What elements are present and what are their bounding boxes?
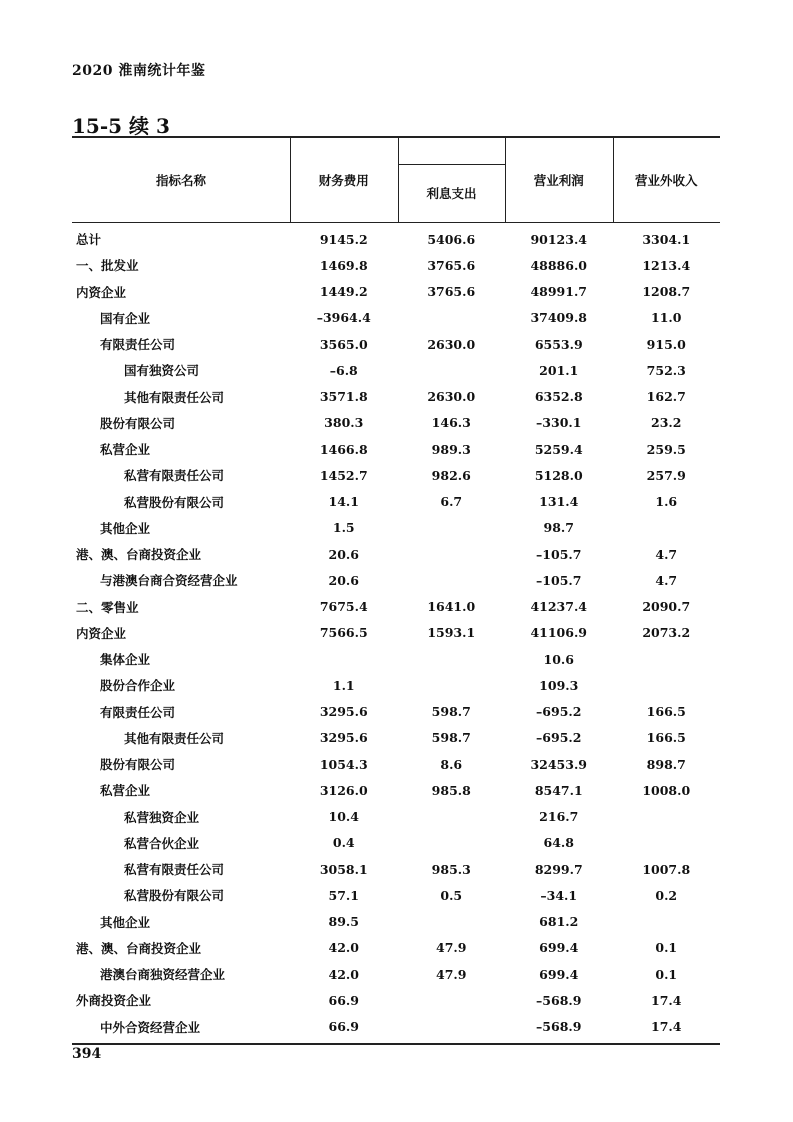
row-label: 股份合作企业 [100, 678, 176, 694]
financial-expense-cell: 7566.5 [319, 625, 368, 641]
row-label: 与港澳台商合资经营企业 [100, 573, 238, 589]
financial-expense-cell: 20.6 [328, 546, 359, 562]
table-row [72, 279, 720, 305]
header-financial-expense: 财务费用 [318, 173, 369, 188]
non-operating-income-cell: 2090.7 [642, 599, 691, 615]
table-row [72, 672, 720, 698]
operating-profit-cell: 681.2 [539, 914, 579, 930]
interest-expense-cell: 6.7 [440, 494, 463, 510]
operating-profit-cell: 699.4 [539, 966, 579, 982]
non-operating-income-cell: 1208.7 [642, 284, 691, 300]
row-label: 私营企业 [100, 442, 151, 458]
non-operating-income-cell: 0.2 [655, 887, 678, 903]
financial-expense-cell: 0.4 [332, 835, 355, 851]
operating-profit-cell: 6553.9 [534, 336, 583, 352]
interest-expense-cell: 5406.6 [427, 231, 476, 247]
operating-profit-cell: –105.7 [536, 572, 582, 588]
table-row [72, 594, 720, 620]
financial-expense-cell: 1.1 [332, 677, 355, 693]
financial-expense-cell: 1.5 [332, 520, 355, 536]
non-operating-income-cell: 162.7 [646, 389, 686, 405]
operating-profit-cell: 131.4 [539, 494, 579, 510]
operating-profit-cell: 699.4 [539, 940, 579, 956]
interest-expense-cell: 2630.0 [427, 389, 476, 405]
non-operating-income-cell: 1.6 [655, 494, 678, 510]
operating-profit-cell: 41106.9 [530, 625, 588, 641]
non-operating-income-cell: 915.0 [646, 336, 686, 352]
table-row [72, 384, 720, 410]
row-label: 私营企业 [100, 783, 151, 799]
financial-expense-cell: 42.0 [328, 940, 359, 956]
non-operating-income-cell: 23.2 [651, 415, 682, 431]
interest-expense-cell: 47.9 [436, 940, 467, 956]
non-operating-income-cell: 1008.0 [642, 782, 691, 798]
operating-profit-cell: 64.8 [543, 835, 574, 851]
table-row [72, 646, 720, 672]
financial-expense-cell: 380.3 [324, 415, 364, 431]
operating-profit-cell: 37409.8 [530, 310, 588, 326]
operating-profit-cell: 48886.0 [530, 257, 588, 273]
statistics-table [72, 136, 720, 1045]
financial-expense-cell: 1466.8 [319, 441, 368, 457]
row-label: 内资企业 [76, 284, 127, 300]
operating-profit-cell: –330.1 [536, 415, 582, 431]
row-label: 总计 [76, 232, 102, 248]
interest-expense-cell: 989.3 [431, 441, 471, 457]
non-operating-income-cell: 257.9 [646, 467, 686, 483]
financial-expense-cell: 1449.2 [319, 284, 368, 300]
header-indicator: 指标名称 [155, 173, 206, 188]
table-row [72, 804, 720, 830]
row-label: 其他企业 [100, 520, 151, 536]
operating-profit-cell: 6352.8 [534, 389, 583, 405]
operating-profit-cell: 109.3 [539, 677, 579, 693]
operating-profit-cell: 5259.4 [534, 441, 583, 457]
table-row [72, 541, 720, 567]
financial-expense-cell: –6.8 [329, 362, 358, 378]
non-operating-income-cell: 166.5 [646, 704, 686, 720]
row-label: 私营有限责任公司 [124, 862, 225, 878]
interest-expense-cell: 985.8 [431, 782, 471, 798]
row-label: 外商投资企业 [76, 993, 152, 1009]
header-interest-expense: 利息支出 [426, 186, 477, 201]
non-operating-income-cell: 2073.2 [642, 625, 691, 641]
non-operating-income-cell: 4.7 [655, 572, 678, 588]
row-label: 其他有限责任公司 [124, 389, 225, 405]
financial-expense-cell: 89.5 [328, 914, 359, 930]
row-label: 其他企业 [100, 914, 151, 930]
table-row [72, 987, 720, 1013]
interest-expense-cell: 3765.6 [427, 284, 476, 300]
operating-profit-cell: –568.9 [536, 1019, 582, 1035]
table-row [72, 305, 720, 331]
non-operating-income-cell: 1213.4 [642, 257, 691, 273]
operating-profit-cell: 201.1 [539, 362, 579, 378]
financial-expense-cell: 3295.6 [319, 730, 368, 746]
table-row [72, 725, 720, 751]
row-label: 股份有限公司 [100, 757, 176, 773]
operating-profit-cell: 10.6 [543, 651, 574, 667]
table-row [72, 1014, 720, 1040]
table-row [72, 410, 720, 436]
financial-expense-cell: 7675.4 [319, 599, 368, 615]
interest-expense-cell: 1641.0 [427, 599, 476, 615]
table-title: 15-5 续 3 [72, 114, 170, 138]
non-operating-income-cell: 0.1 [655, 966, 678, 982]
row-label: 中外合资经营企业 [100, 1019, 201, 1035]
row-label: 私营独资企业 [124, 809, 200, 825]
table-row [72, 699, 720, 725]
operating-profit-cell: 8299.7 [534, 861, 583, 877]
row-label: 国有企业 [100, 310, 151, 326]
table-row [72, 357, 720, 383]
non-operating-income-cell: 166.5 [646, 730, 686, 746]
financial-expense-cell: –3964.4 [316, 310, 371, 326]
financial-expense-cell: 3295.6 [319, 704, 368, 720]
table-row [72, 515, 720, 541]
non-operating-income-cell: 898.7 [646, 756, 686, 772]
table-row [72, 620, 720, 646]
row-label: 有限责任公司 [100, 337, 176, 353]
interest-expense-cell: 598.7 [431, 704, 471, 720]
table-row [72, 226, 720, 252]
operating-profit-cell: 32453.9 [530, 756, 588, 772]
financial-expense-cell: 10.4 [328, 809, 359, 825]
interest-expense-cell: 8.6 [440, 756, 463, 772]
interest-expense-cell: 0.5 [440, 887, 463, 903]
table-header [72, 138, 720, 223]
financial-expense-cell: 42.0 [328, 966, 359, 982]
table-row [72, 909, 720, 935]
row-label: 有限责任公司 [100, 704, 176, 720]
non-operating-income-cell: 17.4 [651, 1019, 682, 1035]
non-operating-income-cell: 0.1 [655, 940, 678, 956]
financial-expense-cell: 57.1 [328, 887, 359, 903]
financial-expense-cell: 1452.7 [319, 467, 368, 483]
operating-profit-cell: 41237.4 [530, 599, 588, 615]
interest-expense-cell: 146.3 [431, 415, 471, 431]
financial-expense-cell: 66.9 [328, 1019, 359, 1035]
operating-profit-cell: 90123.4 [530, 231, 588, 247]
operating-profit-cell: –105.7 [536, 546, 582, 562]
row-label: 港、澳、台商投资企业 [76, 547, 202, 563]
running-head: 2020 淮南统计年鉴 [72, 63, 206, 79]
non-operating-income-cell: 11.0 [651, 310, 682, 326]
financial-expense-cell: 3058.1 [319, 861, 368, 877]
financial-expense-cell: 20.6 [328, 572, 359, 588]
interest-expense-cell: 982.6 [431, 467, 471, 483]
non-operating-income-cell: 259.5 [646, 441, 686, 457]
operating-profit-cell: 216.7 [539, 809, 579, 825]
non-operating-income-cell: 17.4 [651, 992, 682, 1008]
financial-expense-cell: 1469.8 [319, 257, 368, 273]
non-operating-income-cell: 1007.8 [642, 861, 691, 877]
table-row [72, 252, 720, 278]
non-operating-income-cell: 3304.1 [642, 231, 691, 247]
financial-expense-cell: 1054.3 [319, 756, 368, 772]
financial-expense-cell: 9145.2 [319, 231, 368, 247]
page-number: 394 [72, 1046, 102, 1062]
table-row [72, 751, 720, 777]
row-label: 二、零售业 [76, 599, 139, 615]
operating-profit-cell: –568.9 [536, 992, 582, 1008]
interest-expense-cell: 598.7 [431, 730, 471, 746]
table-row [72, 961, 720, 987]
interest-expense-cell: 3765.6 [427, 257, 476, 273]
financial-expense-cell: 3565.0 [319, 336, 368, 352]
header-non-operating-income: 营业外收入 [634, 173, 698, 188]
table-row [72, 935, 720, 961]
financial-expense-cell: 3571.8 [319, 389, 368, 405]
interest-expense-cell: 1593.1 [427, 625, 476, 641]
row-label: 股份有限公司 [100, 415, 176, 431]
table-body [72, 223, 720, 1043]
row-label: 一、批发业 [76, 258, 139, 274]
row-label: 私营有限责任公司 [124, 468, 225, 484]
row-label: 私营股份有限公司 [124, 494, 225, 510]
row-label: 集体企业 [100, 652, 151, 668]
table-row [72, 436, 720, 462]
row-label: 私营股份有限公司 [124, 888, 225, 904]
table-row [72, 882, 720, 908]
row-label: 港、澳、台商投资企业 [76, 940, 202, 956]
operating-profit-cell: 5128.0 [534, 467, 583, 483]
row-label: 私营合伙企业 [124, 835, 200, 851]
financial-expense-cell: 3126.0 [319, 782, 368, 798]
operating-profit-cell: 8547.1 [534, 782, 583, 798]
table-row [72, 462, 720, 488]
non-operating-income-cell: 4.7 [655, 546, 678, 562]
operating-profit-cell: 98.7 [543, 520, 574, 536]
header-operating-profit: 营业利润 [533, 173, 584, 188]
row-label: 其他有限责任公司 [124, 730, 225, 746]
interest-expense-cell: 2630.0 [427, 336, 476, 352]
operating-profit-cell: 48991.7 [530, 284, 588, 300]
table-row [72, 856, 720, 882]
operating-profit-cell: –695.2 [536, 704, 582, 720]
financial-expense-cell: 66.9 [328, 992, 359, 1008]
interest-expense-cell: 985.3 [431, 861, 471, 877]
row-label: 港澳台商独资经营企业 [100, 967, 226, 983]
table-row [72, 331, 720, 357]
row-label: 国有独资公司 [124, 363, 200, 379]
table-row [72, 567, 720, 593]
operating-profit-cell: –695.2 [536, 730, 582, 746]
row-label: 内资企业 [76, 625, 127, 641]
table-row [72, 830, 720, 856]
table-row [72, 777, 720, 803]
financial-expense-cell: 14.1 [328, 494, 359, 510]
table-row [72, 489, 720, 515]
operating-profit-cell: –34.1 [540, 887, 578, 903]
interest-expense-cell: 47.9 [436, 966, 467, 982]
non-operating-income-cell: 752.3 [646, 362, 686, 378]
